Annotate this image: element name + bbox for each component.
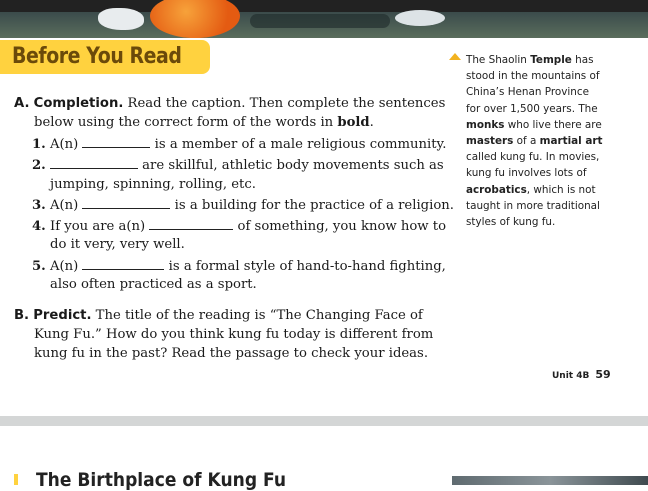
page-footer xyxy=(552,368,611,381)
item-1-blank[interactable] xyxy=(82,137,150,148)
caption-line xyxy=(466,101,616,117)
caption-line xyxy=(466,198,616,214)
item-5-pre: A(n) xyxy=(49,259,83,274)
section-b-text-3: kung fu in the past? Read the passage to check your ideas. xyxy=(34,346,429,361)
photo-caption xyxy=(466,52,616,230)
section-b-text-2: Kung Fu.” How do you think kung fu today is different from xyxy=(34,327,434,342)
caption-bold-word: masters xyxy=(466,135,514,148)
item-3 xyxy=(32,197,454,215)
item-2-post: are skillful, athletic body movements such as xyxy=(137,158,444,173)
caption-bold-word: acrobatics xyxy=(466,183,527,196)
section-b-line-1 xyxy=(14,307,423,325)
caption-text: called kung fu. In movies, xyxy=(466,151,600,164)
item-5-continued: also often practiced as a sport. xyxy=(50,277,257,292)
next-page-photo xyxy=(452,476,648,485)
item-1-post: is a member of a male religious community. xyxy=(150,137,447,152)
item-4-blank[interactable] xyxy=(149,219,233,230)
section-a-period: . xyxy=(369,115,374,130)
section-a-bold-word: bold xyxy=(337,115,370,130)
caption-text: kung fu involves lots of xyxy=(466,167,587,180)
caption-line xyxy=(466,68,616,84)
section-a-letter: A. xyxy=(14,96,30,111)
caption-text: for over 1,500 years. The xyxy=(466,102,598,115)
page-number: 59 xyxy=(595,368,611,381)
next-heading-marker xyxy=(14,474,18,485)
banner-title: Before You Read xyxy=(12,44,182,69)
orange-shape xyxy=(150,0,240,38)
section-a-instruction-2: below using the correct form of the words in xyxy=(34,115,338,130)
caption-bold-word: martial art xyxy=(539,135,603,148)
caption-line xyxy=(466,149,616,165)
section-a-line-1 xyxy=(14,95,445,113)
item-4-continued: do it very, very well. xyxy=(50,237,185,252)
item-2-blank[interactable] xyxy=(50,158,138,169)
caption-text: of a xyxy=(513,135,540,148)
item-1-number: 1. xyxy=(32,137,46,152)
item-4-pre: If you are a(n) xyxy=(49,219,150,234)
item-4-number: 4. xyxy=(32,219,46,234)
item-2 xyxy=(32,157,444,175)
caption-line xyxy=(466,117,616,133)
item-5-blank[interactable] xyxy=(82,259,164,270)
caption-pointer-icon xyxy=(449,53,461,60)
caption-text: taught in more traditional xyxy=(466,199,600,212)
shoe-shape-2 xyxy=(395,10,445,26)
next-page-heading: The Birthplace of Kung Fu xyxy=(36,469,287,491)
caption-line xyxy=(466,52,616,68)
section-a-line-2 xyxy=(34,114,374,132)
caption-line xyxy=(466,182,616,198)
section-a-instruction-1: Read the caption. Then complete the sentences xyxy=(123,96,446,111)
photo-shadow xyxy=(250,14,390,28)
caption-text: styles of kung fu. xyxy=(466,216,556,229)
section-b-text-1: The title of the reading is “The Changing Face of xyxy=(91,308,423,323)
caption-bold-word: Temple xyxy=(530,54,572,66)
item-3-blank[interactable] xyxy=(82,198,170,209)
caption-text: stood in the mountains of xyxy=(466,70,600,83)
shoe-shape xyxy=(98,8,144,30)
caption-bold-word: monks xyxy=(466,118,505,131)
item-1-pre: A(n) xyxy=(49,137,83,152)
item-3-number: 3. xyxy=(32,198,46,213)
before-you-read-banner xyxy=(0,40,210,74)
caption-text: has xyxy=(571,54,594,66)
unit-label: Unit 4B xyxy=(552,371,590,381)
photo-top-edge xyxy=(0,0,648,12)
item-4 xyxy=(32,218,446,236)
item-1 xyxy=(32,136,446,154)
page-divider xyxy=(0,416,648,426)
item-5-number: 5. xyxy=(32,259,46,274)
item-5 xyxy=(32,258,446,276)
section-a-heading: Completion. xyxy=(33,96,124,111)
caption-text: who live there are xyxy=(504,118,602,131)
item-5-post: is a formal style of hand-to-hand fighting, xyxy=(164,259,446,274)
caption-line xyxy=(466,165,616,181)
header-photo xyxy=(0,0,648,38)
caption-text: China’s Henan Province xyxy=(466,86,589,99)
caption-text: , which is not xyxy=(526,183,596,196)
caption-text: The Shaolin xyxy=(466,54,531,66)
section-b-letter: B. xyxy=(14,308,30,323)
item-3-post: is a building for the practice of a religion. xyxy=(170,198,454,213)
item-4-post: of something, you know how to xyxy=(233,219,447,234)
caption-line xyxy=(466,133,616,149)
section-b-heading: Predict. xyxy=(33,308,92,323)
item-2-continued: jumping, spinning, rolling, etc. xyxy=(50,177,256,192)
item-2-number: 2. xyxy=(32,158,46,173)
caption-line xyxy=(466,214,616,230)
item-3-pre: A(n) xyxy=(49,198,83,213)
caption-line xyxy=(466,84,616,100)
